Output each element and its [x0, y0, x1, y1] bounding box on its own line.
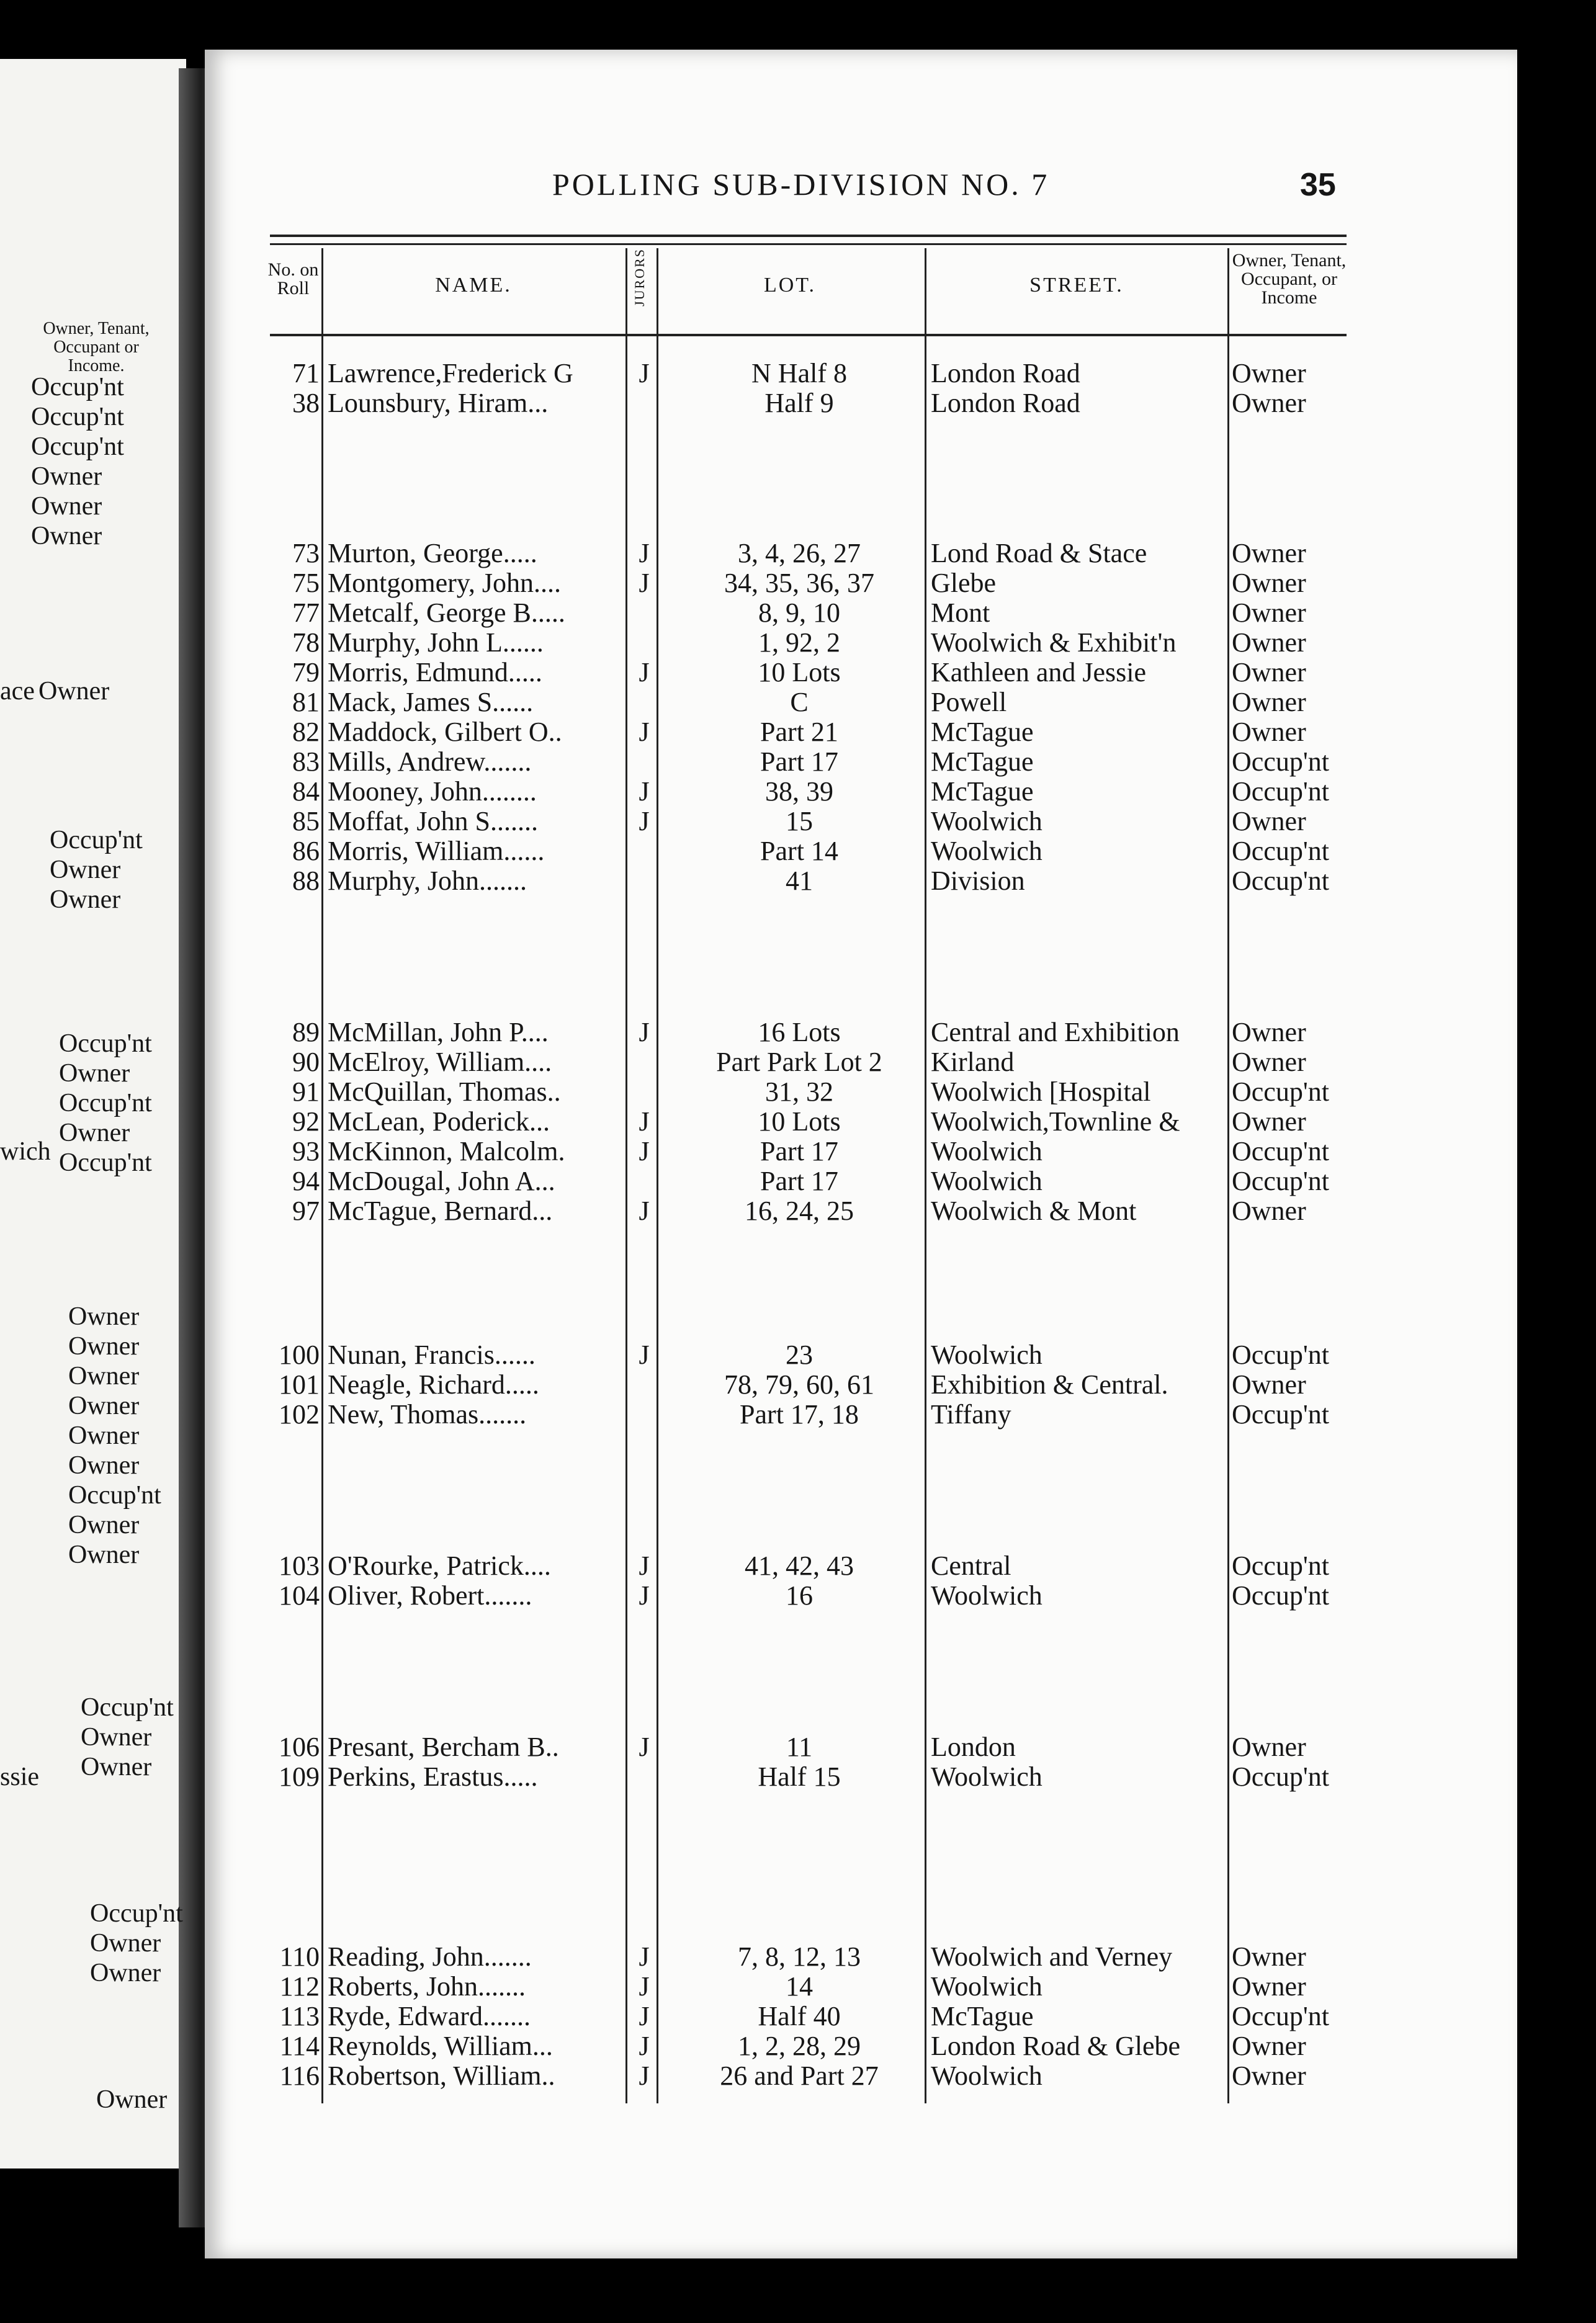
voter-name: O'Rourke, Patrick....: [328, 1551, 551, 1581]
status-value: Owner: [1232, 568, 1306, 598]
col-header-no: No. on Roll: [267, 259, 319, 298]
lot-number: 3, 4, 26, 27: [738, 538, 861, 568]
roll-number: 77: [292, 598, 320, 628]
voter-name: Oliver, Robert.......: [328, 1581, 532, 1611]
lot-number: C: [790, 687, 809, 717]
voter-name: McMillan, John P....: [328, 1018, 549, 1047]
status-value: Occup'nt: [1232, 1580, 1329, 1611]
street-name: Woolwich & Mont: [931, 1196, 1137, 1226]
street-name: Woolwich & Exhibit'n: [931, 628, 1177, 658]
juror-mark: J: [639, 2031, 650, 2061]
status-value: Owner: [1232, 388, 1306, 418]
roll-number: 114: [279, 2031, 320, 2061]
status-value: Owner: [1232, 1017, 1306, 1047]
roll-number: 93: [292, 1136, 320, 1166]
street-name: McTague: [931, 777, 1034, 807]
lot-number: 16 Lots: [758, 1017, 841, 1047]
street-name: McTague: [931, 747, 1034, 777]
status-value: Occup'nt: [1232, 1761, 1329, 1792]
left-status-value: Owner: [68, 1541, 140, 1569]
juror-mark: J: [639, 568, 650, 598]
street-name: Woolwich: [931, 1137, 1042, 1166]
street-name: Mont: [931, 598, 990, 628]
voter-name: Lounsbury, Hiram...: [328, 388, 549, 418]
left-street-fragment: ssie: [0, 1763, 39, 1791]
lot-number: Part 21: [760, 717, 838, 747]
status-value: Occup'nt: [1232, 2001, 1329, 2031]
status-value: Occup'nt: [1232, 1551, 1329, 1581]
lot-number: 31, 32: [765, 1076, 833, 1107]
roll-number: 109: [279, 1761, 320, 1792]
voter-name: Presant, Bercham B..: [328, 1732, 559, 1762]
status-value: Occup'nt: [1232, 1076, 1329, 1107]
column-divider: [321, 248, 323, 2103]
voter-name: Mooney, John........: [328, 777, 537, 807]
roll-number: 91: [292, 1076, 320, 1107]
left-status-value: Owner: [31, 522, 102, 550]
juror-mark: J: [639, 1340, 650, 1370]
left-status-value: Owner: [50, 885, 121, 914]
lot-number: Part 17: [760, 1166, 838, 1196]
header-rule: [270, 334, 1347, 336]
left-street-fragment: ace: [0, 677, 35, 705]
street-name: Kirland: [931, 1047, 1015, 1077]
juror-mark: J: [639, 717, 650, 747]
street-name: London: [931, 1732, 1016, 1762]
page-number: 35: [1300, 167, 1336, 203]
top-rule: [270, 235, 1347, 237]
juror-mark: J: [639, 358, 650, 388]
lot-number: 7, 8, 12, 13: [738, 1941, 861, 1972]
juror-mark: J: [639, 1941, 650, 1972]
page-title: POLLING SUB-DIVISION NO. 7: [552, 167, 1050, 202]
voter-name: Reynolds, William...: [328, 2031, 553, 2061]
roll-number: 90: [292, 1047, 320, 1077]
street-name: McTague: [931, 717, 1034, 747]
street-name: Exhibition & Central.: [931, 1370, 1168, 1400]
status-value: Owner: [1232, 627, 1306, 658]
voter-name: Maddock, Gilbert O..: [328, 717, 562, 747]
street-name: Woolwich,Townline &: [931, 1107, 1180, 1137]
voter-name: McTague, Bernard...: [328, 1196, 553, 1226]
voter-name: Mack, James S......: [328, 687, 534, 717]
lot-number: Half 15: [758, 1761, 841, 1792]
left-status-value: Owner: [68, 1421, 140, 1450]
status-value: Occup'nt: [1232, 1166, 1329, 1196]
left-status-value: Owner: [81, 1723, 152, 1752]
lot-number: 16, 24, 25: [745, 1196, 854, 1226]
lot-number: 23: [786, 1340, 813, 1370]
street-name: Woolwich: [931, 2061, 1042, 2091]
status-value: Occup'nt: [1232, 866, 1329, 896]
left-status-value: Occup'nt: [59, 1029, 152, 1058]
juror-mark: J: [639, 1580, 650, 1611]
left-status-value: Owner: [50, 856, 121, 884]
juror-mark: J: [639, 1106, 650, 1137]
street-name: Woolwich: [931, 1340, 1042, 1370]
lot-number: 41: [786, 866, 813, 896]
voter-name: Murphy, John L......: [328, 628, 544, 658]
status-value: Occup'nt: [1232, 746, 1329, 777]
col-header-jurors: JURORS: [632, 248, 647, 307]
roll-number: 71: [292, 358, 320, 388]
street-name: Lond Road & Stace: [931, 539, 1147, 568]
lot-number: 38, 39: [765, 776, 833, 807]
roll-number: 38: [292, 388, 320, 418]
status-value: Owner: [1232, 2031, 1306, 2061]
left-status-value: Owner: [90, 1929, 161, 1958]
column-divider: [625, 248, 627, 2103]
voter-name: Neagle, Richard.....: [328, 1370, 539, 1400]
lot-number: 15: [786, 806, 813, 836]
left-column-header: Owner, Tenant, Occupant or Income.: [43, 319, 150, 375]
lot-number: Part 17, 18: [740, 1399, 859, 1430]
lot-number: Part 14: [760, 836, 838, 866]
voter-name: Reading, John.......: [328, 1942, 532, 1972]
left-status-value: Occup'nt: [31, 403, 124, 431]
roll-number: 84: [292, 776, 320, 807]
street-name: Woolwich: [931, 1581, 1042, 1611]
juror-mark: J: [639, 2061, 650, 2091]
status-value: Occup'nt: [1232, 1399, 1329, 1430]
street-name: Central and Exhibition: [931, 1018, 1180, 1047]
left-status-value: Owner: [68, 1332, 140, 1361]
juror-mark: J: [639, 1196, 650, 1226]
left-status-value: Owner: [81, 1753, 152, 1781]
status-value: Owner: [1232, 538, 1306, 568]
voter-name: Morris, Edmund.....: [328, 658, 542, 687]
roll-number: 106: [279, 1732, 320, 1762]
street-name: Woolwich and Verney: [931, 1942, 1173, 1972]
voter-name: Murphy, John.......: [328, 866, 527, 896]
street-name: Kathleen and Jessie: [931, 658, 1146, 687]
left-status-value: Owner: [68, 1511, 140, 1539]
left-status-value: Owner: [38, 677, 110, 705]
left-status-value: Owner: [90, 1959, 161, 1987]
status-value: Owner: [1232, 687, 1306, 717]
voter-name: New, Thomas.......: [328, 1400, 527, 1430]
status-value: Owner: [1232, 358, 1306, 388]
lot-number: 8, 9, 10: [758, 598, 840, 628]
status-value: Occup'nt: [1232, 1136, 1329, 1166]
street-name: Woolwich [Hospital: [931, 1077, 1151, 1107]
street-name: Woolwich: [931, 1762, 1042, 1792]
status-value: Owner: [1232, 1047, 1306, 1077]
street-name: London Road: [931, 359, 1080, 388]
left-status-value: Owner: [96, 2085, 168, 2114]
street-name: Woolwich: [931, 1972, 1042, 2002]
roll-number: 73: [292, 538, 320, 568]
roll-number: 89: [292, 1017, 320, 1047]
voter-name: Perkins, Erastus.....: [328, 1762, 538, 1792]
status-value: Occup'nt: [1232, 776, 1329, 807]
left-status-value: Owner: [68, 1362, 140, 1390]
lot-number: 78, 79, 60, 61: [724, 1369, 874, 1400]
top-rule-2: [270, 243, 1347, 245]
roll-number: 112: [279, 1971, 320, 2002]
voter-name: Lawrence,Frederick G: [328, 359, 573, 388]
status-value: Owner: [1232, 1369, 1306, 1400]
lot-number: 1, 2, 28, 29: [738, 2031, 861, 2061]
left-status-value: Occup'nt: [31, 373, 124, 401]
status-value: Owner: [1232, 1106, 1306, 1137]
lot-number: Part 17: [760, 746, 838, 777]
lot-number: Half 9: [764, 388, 834, 418]
street-name: Woolwich: [931, 836, 1042, 866]
roll-number: 94: [292, 1166, 320, 1196]
status-value: Occup'nt: [1232, 836, 1329, 866]
voter-name: Roberts, John.......: [328, 1972, 526, 2002]
left-street-fragment: wich: [0, 1137, 51, 1166]
roll-number: 81: [292, 687, 320, 717]
street-name: Glebe: [931, 568, 997, 598]
roll-number: 82: [292, 717, 320, 747]
status-value: Owner: [1232, 2061, 1306, 2091]
roll-number: 78: [292, 627, 320, 658]
left-status-value: Owner: [68, 1451, 140, 1480]
roll-number: 110: [279, 1941, 320, 1972]
lot-number: Part 17: [760, 1136, 838, 1166]
roll-number: 113: [279, 2001, 320, 2031]
lot-number: 41, 42, 43: [745, 1551, 854, 1581]
street-name: Woolwich: [931, 807, 1042, 836]
status-value: Owner: [1232, 717, 1306, 747]
street-name: Powell: [931, 687, 1007, 717]
col-header-lot: LOT.: [763, 274, 817, 297]
left-status-value: Owner: [59, 1059, 130, 1088]
lot-number: Half 40: [758, 2001, 841, 2031]
roll-number: 97: [292, 1196, 320, 1226]
juror-mark: J: [639, 2001, 650, 2031]
status-value: Owner: [1232, 806, 1306, 836]
voter-name: Nunan, Francis......: [328, 1340, 536, 1370]
left-status-value: Occup'nt: [31, 432, 124, 461]
voter-name: McQuillan, Thomas..: [328, 1077, 561, 1107]
left-status-value: Occup'nt: [59, 1148, 152, 1177]
status-value: Owner: [1232, 1941, 1306, 1972]
juror-mark: J: [639, 806, 650, 836]
street-name: Tiffany: [931, 1400, 1011, 1430]
roll-number: 101: [279, 1369, 320, 1400]
voter-name: Morris, William......: [328, 836, 545, 866]
roll-number: 79: [292, 657, 320, 687]
lot-number: N Half 8: [751, 358, 847, 388]
left-status-value: Owner: [31, 492, 102, 521]
lot-number: 34, 35, 36, 37: [724, 568, 874, 598]
col-header-status: Owner, Tenant, Occupant, or Income: [1232, 250, 1347, 308]
status-value: Owner: [1232, 657, 1306, 687]
voter-name: McLean, Poderick...: [328, 1107, 550, 1137]
left-status-value: Occup'nt: [90, 1899, 183, 1928]
status-value: Owner: [1232, 1971, 1306, 2002]
left-status-value: Owner: [59, 1119, 130, 1147]
left-status-value: Occup'nt: [50, 826, 143, 854]
street-name: London Road: [931, 388, 1080, 418]
roll-number: 102: [279, 1399, 320, 1430]
street-name: Central: [931, 1551, 1011, 1581]
voter-name: Moffat, John S.......: [328, 807, 538, 836]
voter-name: Mills, Andrew.......: [328, 747, 532, 777]
roll-number: 75: [292, 568, 320, 598]
street-name: Division: [931, 866, 1025, 896]
voter-name: Robertson, William..: [328, 2061, 555, 2091]
lot-number: 1, 92, 2: [758, 627, 840, 658]
lot-number: 11: [786, 1732, 813, 1762]
status-value: Occup'nt: [1232, 1340, 1329, 1370]
left-status-value: Occup'nt: [68, 1481, 161, 1510]
left-status-value: Occup'nt: [81, 1693, 174, 1722]
lot-number: 16: [786, 1580, 813, 1611]
street-name: London Road & Glebe: [931, 2031, 1181, 2061]
left-status-value: Owner: [68, 1392, 140, 1420]
roll-number: 104: [279, 1580, 320, 1611]
col-header-name: NAME.: [435, 274, 512, 297]
juror-mark: J: [639, 1136, 650, 1166]
lot-number: 14: [786, 1971, 813, 2002]
lot-number: Part Park Lot 2: [716, 1047, 882, 1077]
roll-number: 100: [279, 1340, 320, 1370]
voter-name: McElroy, William....: [328, 1047, 552, 1077]
lot-number: 26 and Part 27: [720, 2061, 879, 2091]
juror-mark: J: [639, 1551, 650, 1581]
juror-mark: J: [639, 538, 650, 568]
juror-mark: J: [639, 657, 650, 687]
left-status-value: Occup'nt: [59, 1089, 152, 1117]
juror-mark: J: [639, 776, 650, 807]
juror-mark: J: [639, 1732, 650, 1762]
street-name: McTague: [931, 2002, 1034, 2031]
voter-name: Murton, George.....: [328, 539, 537, 568]
roll-number: 92: [292, 1106, 320, 1137]
roll-number: 83: [292, 746, 320, 777]
voter-name: Metcalf, George B.....: [328, 598, 565, 628]
juror-mark: J: [639, 1017, 650, 1047]
lot-number: 10 Lots: [758, 1106, 841, 1137]
roll-number: 103: [279, 1551, 320, 1581]
status-value: Owner: [1232, 1196, 1306, 1226]
roll-number: 88: [292, 866, 320, 896]
roll-number: 85: [292, 806, 320, 836]
voter-name: Ryde, Edward.......: [328, 2002, 531, 2031]
juror-mark: J: [639, 1971, 650, 2002]
voter-name: Montgomery, John....: [328, 568, 562, 598]
voter-name: McDougal, John A...: [328, 1166, 555, 1196]
left-status-value: Owner: [68, 1302, 140, 1331]
left-status-value: Owner: [31, 462, 102, 491]
roll-number: 86: [292, 836, 320, 866]
street-name: Woolwich: [931, 1166, 1042, 1196]
voter-name: McKinnon, Malcolm.: [328, 1137, 565, 1166]
status-value: Owner: [1232, 598, 1306, 628]
col-header-street: STREET.: [1029, 274, 1124, 297]
roll-number: 116: [279, 2061, 320, 2091]
lot-number: 10 Lots: [758, 657, 841, 687]
status-value: Owner: [1232, 1732, 1306, 1762]
